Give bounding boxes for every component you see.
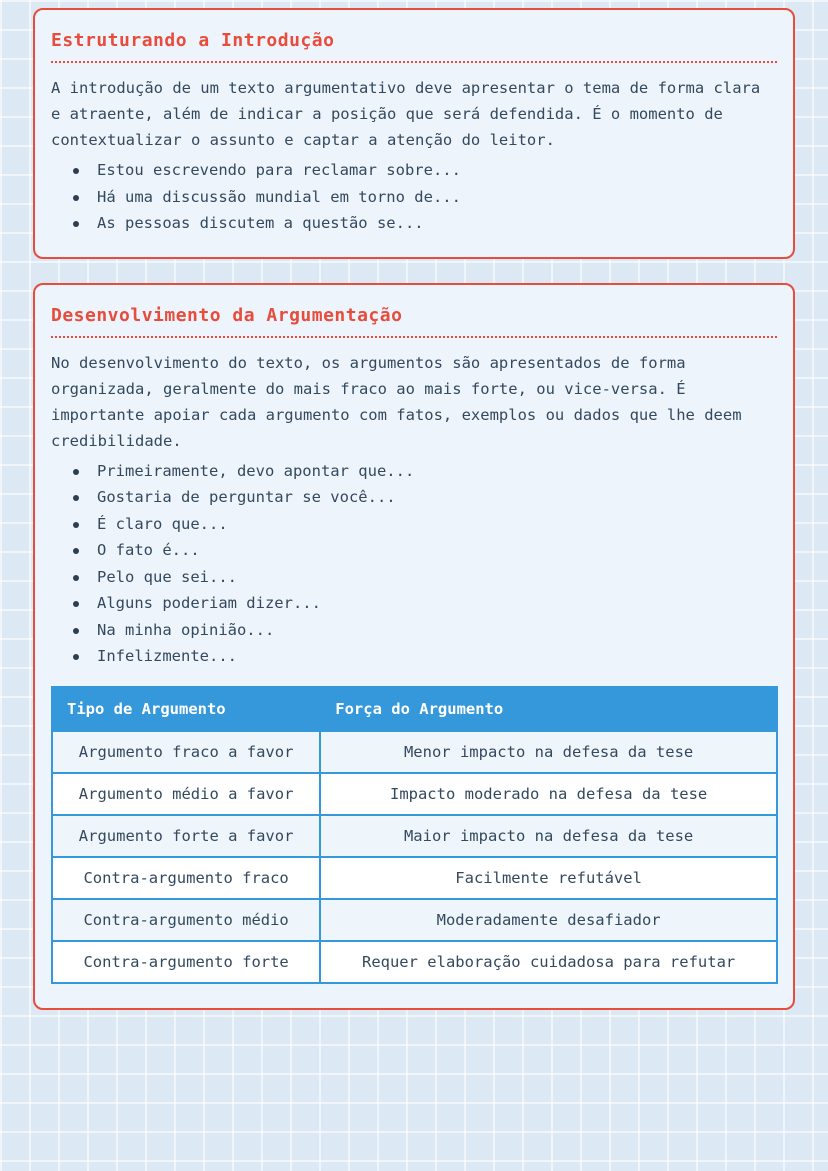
table-header-row xyxy=(52,687,777,731)
bullet-item: Gostaria de perguntar se você... xyxy=(51,484,777,511)
bullet-item: Infelizmente... xyxy=(51,643,777,670)
table-cell-force: Maior impacto na defesa da tese xyxy=(320,815,777,857)
table-cell-type: Contra-argumento médio xyxy=(52,899,320,941)
bullet-item: Alguns poderiam dizer... xyxy=(51,590,777,617)
bullet-list xyxy=(51,157,777,237)
bullet-item: Primeiramente, devo apontar que... xyxy=(51,458,777,485)
table-cell-force: Menor impacto na defesa da tese xyxy=(320,731,777,773)
bullet-list xyxy=(51,458,777,670)
bullet-item: Estou escrevendo para reclamar sobre... xyxy=(51,157,777,184)
table-cell-type: Argumento fraco a favor xyxy=(52,731,320,773)
bullet-item: Na minha opinião... xyxy=(51,617,777,644)
table-cell-type: Contra-argumento forte xyxy=(52,941,320,983)
section-paragraph: No desenvolvimento do texto, os argumentos são apresentados de forma organizada, geralmente do mais fraco ao mais forte, ou vice-versa. É importante apoiar cada argumento com fatos, exemplos ou dados que lhe deem credibilidade. xyxy=(51,353,742,450)
table-cell-type: Argumento forte a favor xyxy=(52,815,320,857)
bullet-item: As pessoas discutem a questão se... xyxy=(51,210,777,237)
table-cell-type: Contra-argumento fraco xyxy=(52,857,320,899)
table-header-cell: Força do Argumento xyxy=(320,687,777,731)
table-header-cell: Tipo de Argumento xyxy=(52,687,320,731)
section-title: Estruturando a Introdução xyxy=(51,24,777,63)
bullet-item: É claro que... xyxy=(51,511,777,538)
table-row xyxy=(52,941,777,983)
bullet-item: Pelo que sei... xyxy=(51,564,777,591)
argument-table xyxy=(51,686,778,984)
table-cell-force: Requer elaboração cuidadosa para refutar xyxy=(320,941,777,983)
argument-table-head xyxy=(52,687,777,731)
argument-table-body xyxy=(52,731,777,983)
section-card-desenvolvimento xyxy=(33,283,795,1010)
table-row xyxy=(52,773,777,815)
table-row xyxy=(52,731,777,773)
table-row xyxy=(52,857,777,899)
table-row xyxy=(52,899,777,941)
page-content xyxy=(33,0,795,1010)
bullet-item: O fato é... xyxy=(51,537,777,564)
table-cell-type: Argumento médio a favor xyxy=(52,773,320,815)
table-cell-force: Moderadamente desafiador xyxy=(320,899,777,941)
table-cell-force: Impacto moderado na defesa da tese xyxy=(320,773,777,815)
section-card-introducao xyxy=(33,8,795,259)
section-paragraph: A introdução de um texto argumentativo deve apresentar o tema de forma clara e atraente, além de indicar a posição que será defendida. É o momento de contextualizar o assunto e captar a atenção do leitor. xyxy=(51,79,761,149)
section-title: Desenvolvimento da Argumentação xyxy=(51,299,777,338)
table-cell-force: Facilmente refutável xyxy=(320,857,777,899)
bullet-item: Há uma discussão mundial em torno de... xyxy=(51,184,777,211)
table-row xyxy=(52,815,777,857)
